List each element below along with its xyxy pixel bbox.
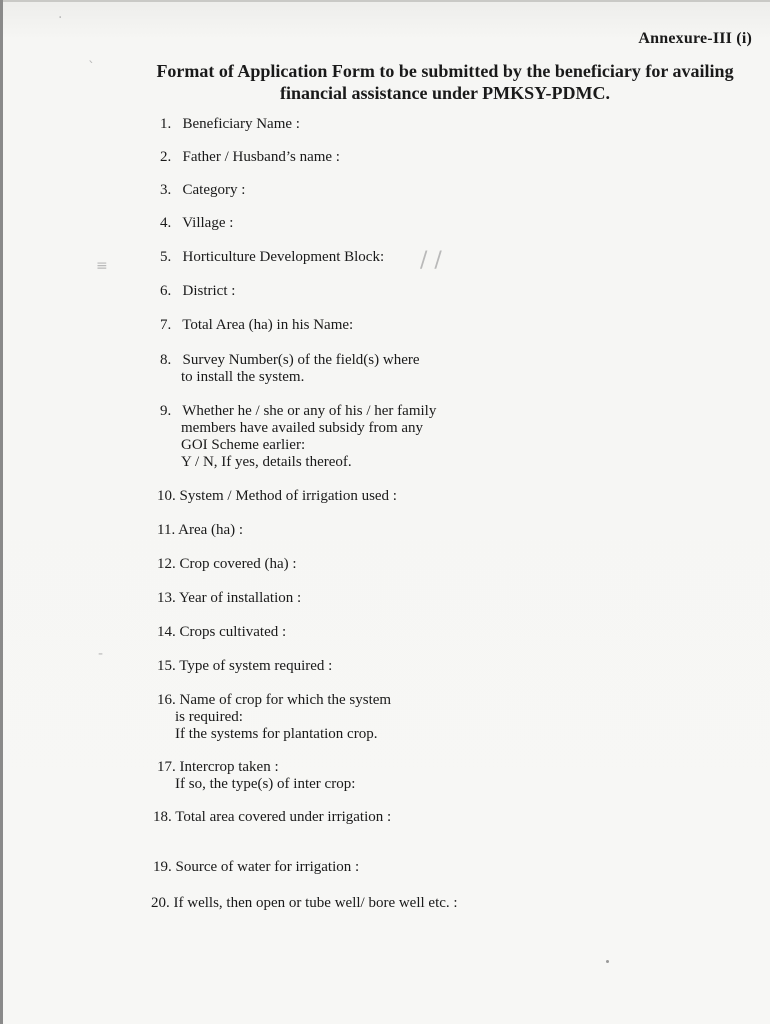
item-label: Village : — [182, 215, 234, 231]
item-label: Total area covered under irrigation : — [175, 809, 392, 825]
scan-left-edge — [0, 0, 3, 1024]
form-title — [140, 60, 750, 104]
form-item-13 — [157, 590, 301, 607]
item-number: 14. — [157, 624, 176, 640]
item-label: Survey Number(s) of the field(s) where — [182, 352, 420, 368]
item-label-continuation: Y / N, If yes, details thereof. — [181, 454, 352, 470]
scan-dot — [606, 960, 609, 963]
item-label: Father / Husband’s name : — [182, 149, 340, 165]
form-item-5 — [160, 249, 384, 266]
scan-smudge: - — [98, 646, 104, 662]
scan-smudge: · — [58, 10, 63, 26]
item-number: 11. — [157, 522, 176, 538]
item-number: 20. — [151, 895, 170, 911]
item-number: 3. — [160, 182, 172, 198]
form-item-12 — [157, 556, 297, 573]
item-number: 6. — [160, 283, 172, 299]
item-label: Total Area (ha) in his Name: — [182, 317, 354, 333]
annexure-label: Annexure-III (i) — [638, 30, 752, 47]
form-item-9 — [160, 403, 436, 471]
form-item-1 — [160, 116, 300, 133]
item-number: 13. — [157, 590, 176, 606]
scan-smudge: ≡ — [96, 258, 108, 274]
item-number: 9. — [160, 403, 172, 419]
item-label: District : — [182, 283, 236, 299]
item-label: Year of installation : — [178, 590, 302, 606]
item-label-continuation: GOI Scheme earlier: — [181, 437, 306, 453]
scan-top-edge — [0, 0, 770, 2]
item-number: 8. — [160, 352, 172, 368]
form-item-10 — [157, 488, 397, 505]
item-number: 4. — [160, 215, 172, 231]
item-label-continuation: If the systems for plantation crop. — [175, 726, 378, 742]
form-item-4 — [160, 215, 233, 232]
item-number: 17. — [157, 759, 176, 775]
item-number: 19. — [153, 859, 172, 875]
item-number: 2. — [160, 149, 172, 165]
form-item-16 — [157, 692, 391, 743]
item-label: Horticulture Development Block: — [182, 249, 385, 265]
item-label: Whether he / she or any of his / her family — [182, 403, 437, 419]
form-item-17 — [157, 759, 355, 793]
form-title-line-1: Format of Application Form to be submitted by the beneficiary for availing — [156, 61, 734, 81]
form-item-7 — [160, 317, 353, 334]
item-number: 16. — [157, 692, 176, 708]
form-item-11 — [157, 522, 243, 539]
form-title-line-2: financial assistance under PMKSY-PDMC. — [279, 83, 610, 103]
form-item-15 — [157, 658, 332, 675]
item-label: Source of water for irrigation : — [175, 859, 360, 875]
item-label: Type of system required : — [179, 658, 333, 674]
form-item-8 — [160, 352, 420, 386]
item-number: 12. — [157, 556, 176, 572]
item-label-continuation: to install the system. — [181, 369, 305, 385]
form-item-3 — [160, 182, 245, 199]
item-label: Crop covered (ha) : — [179, 556, 297, 572]
form-item-19 — [153, 859, 359, 876]
item-label: Area (ha) : — [178, 522, 244, 538]
form-item-2 — [160, 149, 340, 166]
form-item-6 — [160, 283, 235, 300]
item-number: 1. — [160, 116, 172, 132]
item-label: System / Method of irrigation used : — [179, 488, 397, 504]
form-item-18 — [153, 809, 391, 826]
form-item-14 — [157, 624, 286, 641]
item-number: 7. — [160, 317, 172, 333]
item-label: Intercrop taken : — [179, 759, 279, 775]
item-number: 18. — [153, 809, 172, 825]
item-label: Crops cultivated : — [179, 624, 287, 640]
form-item-20 — [151, 895, 458, 912]
item-number: 15. — [157, 658, 176, 674]
item-label-continuation: members have availed subsidy from any — [181, 420, 424, 436]
item-number: 10. — [157, 488, 176, 504]
item-label: Category : — [182, 182, 246, 198]
item-label: Name of crop for which the system — [179, 692, 392, 708]
item-label: Beneficiary Name : — [182, 116, 300, 132]
scan-smudge: ˋ — [88, 60, 95, 76]
item-label: If wells, then open or tube well/ bore well etc. : — [173, 895, 458, 911]
item-label-continuation: If so, the type(s) of inter crop: — [175, 776, 356, 792]
item-number: 5. — [160, 249, 172, 265]
scan-smudge: / / — [420, 248, 442, 273]
item-label-continuation: is required: — [175, 709, 243, 725]
